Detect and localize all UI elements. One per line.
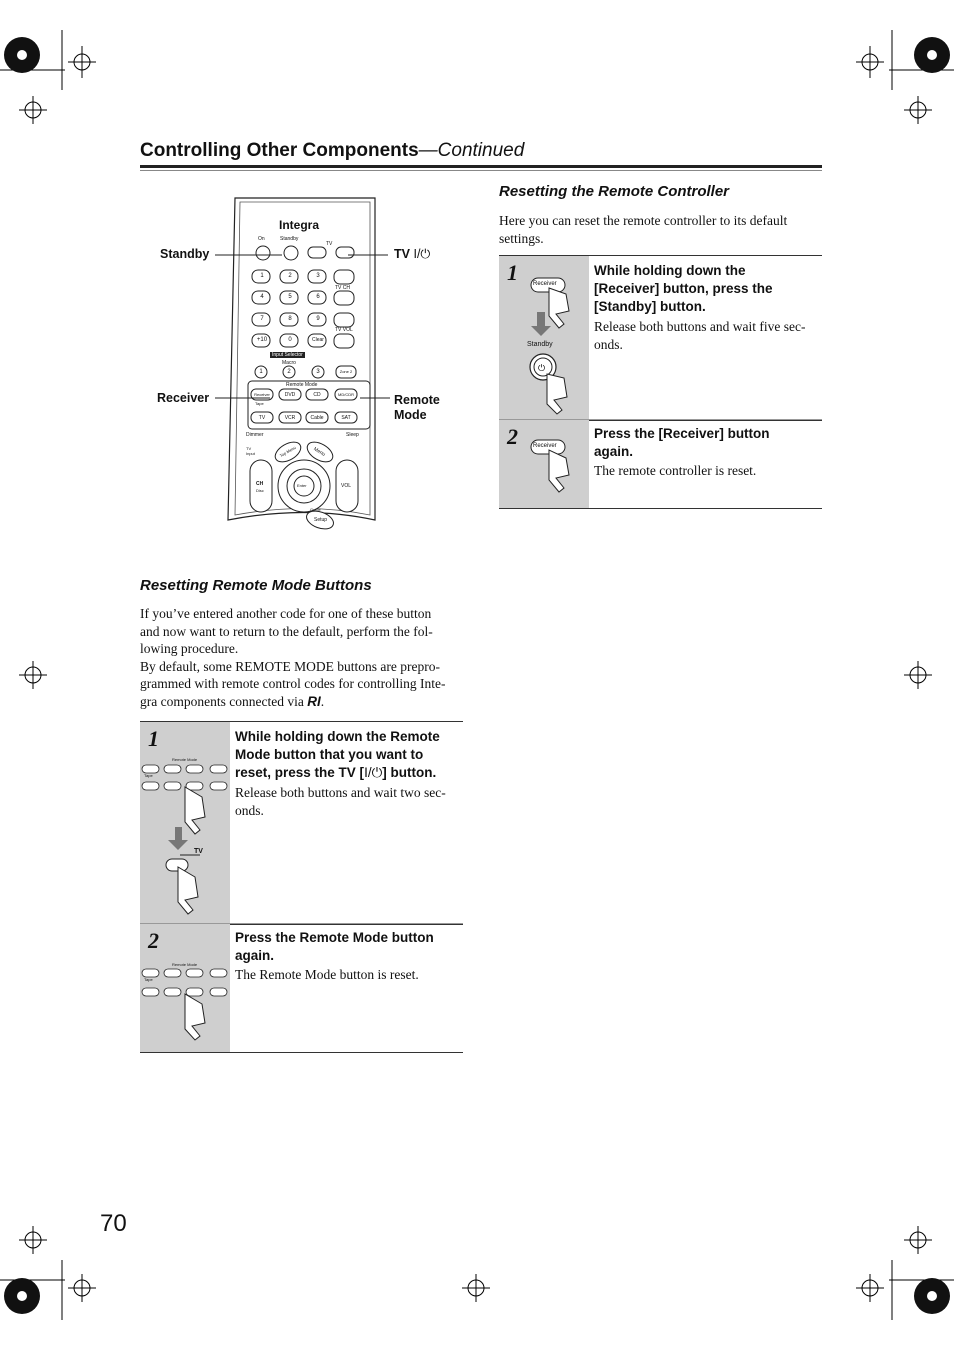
step-body: The Remote Mode button is reset.: [235, 967, 419, 982]
label-tv-small: TV: [326, 241, 333, 247]
section-title-reset-remote-controller: Resetting the Remote Controller: [499, 183, 730, 200]
label-tv-ch: TV CH: [335, 285, 350, 291]
label-tv-input: TV Input: [246, 446, 255, 456]
label-on: On: [258, 236, 265, 242]
key-0: 0: [288, 337, 292, 343]
mode-dvd: DVD: [284, 392, 296, 398]
label-enter: Enter: [297, 483, 307, 488]
mode-receiver: Receiver: [254, 392, 270, 397]
right-step-2: [499, 419, 822, 509]
callout-remote-mode: Remote Mode: [394, 393, 440, 422]
key-6: 6: [316, 294, 320, 300]
mode-vcr: VCR: [284, 415, 296, 421]
left-intro: If you’ve entered another code for one of these button and now want to return to the default, perform the fol- lowing procedure. By default, some REMOTE MODE buttons are prepro- grammed with remote control codes for controlling Inte- gra components connected via RI.: [140, 606, 446, 709]
fig-label-tv: TV: [194, 848, 203, 855]
label-disc: Disc: [256, 488, 264, 493]
label-menu: Menu: [312, 446, 327, 458]
mode-cd: CD: [313, 392, 321, 398]
label-input-selector: Input Selector: [272, 352, 303, 358]
label-dimmer: Dimmer: [246, 432, 264, 438]
fig-label-remote-mode: Remote Mode: [172, 757, 198, 762]
step-body: The remote controller is reset.: [594, 463, 757, 478]
left-step-1-figure-panel: [140, 722, 230, 924]
step-number: 2: [148, 928, 159, 953]
fig-receiver-button: Receiver: [533, 281, 557, 287]
mode-tv: TV: [258, 415, 266, 421]
key-7: 7: [260, 316, 264, 322]
callout-standby: Standby: [160, 247, 210, 261]
fig-label-standby: Standby: [527, 341, 553, 348]
step-body: Release both buttons and wait two sec- onds.: [235, 785, 446, 818]
section-title-reset-remote-mode: Resetting Remote Mode Buttons: [140, 577, 372, 594]
right-intro: Here you can reset the remote controller to its default settings.: [499, 213, 788, 246]
page-number: 70: [100, 1210, 127, 1237]
right-step-2-figure-panel: [499, 420, 589, 508]
macro-1: 1: [259, 369, 263, 375]
label-remote-mode: Remote Mode: [286, 382, 318, 388]
fig-label-remote-mode: Remote Mode: [172, 962, 198, 967]
step-number: 1: [507, 260, 518, 285]
label-tv-vol: TV VOL: [335, 327, 353, 333]
right-step-2-illustration: [499, 420, 589, 508]
key-clear: Clear: [312, 337, 324, 343]
mode-md-cdr: MD/CDR: [338, 392, 354, 397]
fig-label-tape: Tape: [144, 977, 153, 982]
label-guide: Guide: [310, 507, 321, 512]
header-continued: —Continued: [418, 140, 525, 161]
key-8: 8: [288, 316, 292, 322]
step-number: 1: [148, 726, 159, 751]
right-step-1: [499, 255, 822, 421]
left-step-2-illustration: [140, 924, 230, 1052]
svg-text:⏻: ⏻: [538, 364, 546, 374]
label-ch: CH: [256, 481, 264, 487]
fig-label-tape: Tape: [144, 773, 153, 778]
zone-2-button: Zone 2: [339, 369, 353, 374]
step-heading: Press the Remote Mode button again.: [235, 930, 434, 963]
header-title: Controlling Other Components: [140, 140, 419, 161]
macro-3: 3: [316, 369, 320, 375]
label-setup: Setup: [314, 517, 328, 523]
callout-receiver: Receiver: [157, 391, 210, 405]
left-step-1: [140, 721, 463, 925]
mode-sat: SAT: [341, 415, 351, 421]
key-1: 1: [260, 273, 264, 279]
fig-receiver-button: Receiver: [533, 443, 557, 449]
key-9: 9: [316, 316, 320, 322]
label-standby: Standby: [280, 236, 299, 242]
label-top-menu: Top Menu: [278, 444, 297, 459]
step-heading: While holding down the [Receiver] button, press the [Standby] button.: [594, 263, 773, 314]
callout-tv: TV I/⏻: [394, 247, 431, 261]
key-2: 2: [288, 273, 292, 279]
mode-cable: Cable: [310, 415, 324, 421]
key-3: 3: [316, 273, 320, 279]
step-heading: Press the [Receiver] button again.: [594, 426, 770, 459]
key-5: 5: [288, 294, 292, 300]
left-step-2-figure-panel: [140, 924, 230, 1052]
label-tape: Tape: [255, 401, 264, 406]
key-4: 4: [260, 294, 264, 300]
step-body: Release both buttons and wait five sec- onds.: [594, 319, 806, 352]
right-step-1-figure-panel: [499, 256, 589, 420]
step-number: 2: [507, 424, 518, 449]
left-step-2: [140, 923, 463, 1053]
macro-2: 2: [287, 369, 291, 375]
remote-brand-logo: Integra: [279, 218, 320, 232]
label-sleep: Sleep: [346, 432, 359, 438]
left-step-1-illustration: [140, 722, 230, 924]
step-heading: While holding down the Remote Mode button that you want to reset, press the TV [I/⏻] button.: [235, 729, 440, 780]
label-macro: Macro: [282, 360, 296, 366]
key-plus10: +10: [256, 337, 268, 343]
label-vol: VOL: [341, 483, 352, 489]
ri-logo: RI: [307, 693, 321, 709]
